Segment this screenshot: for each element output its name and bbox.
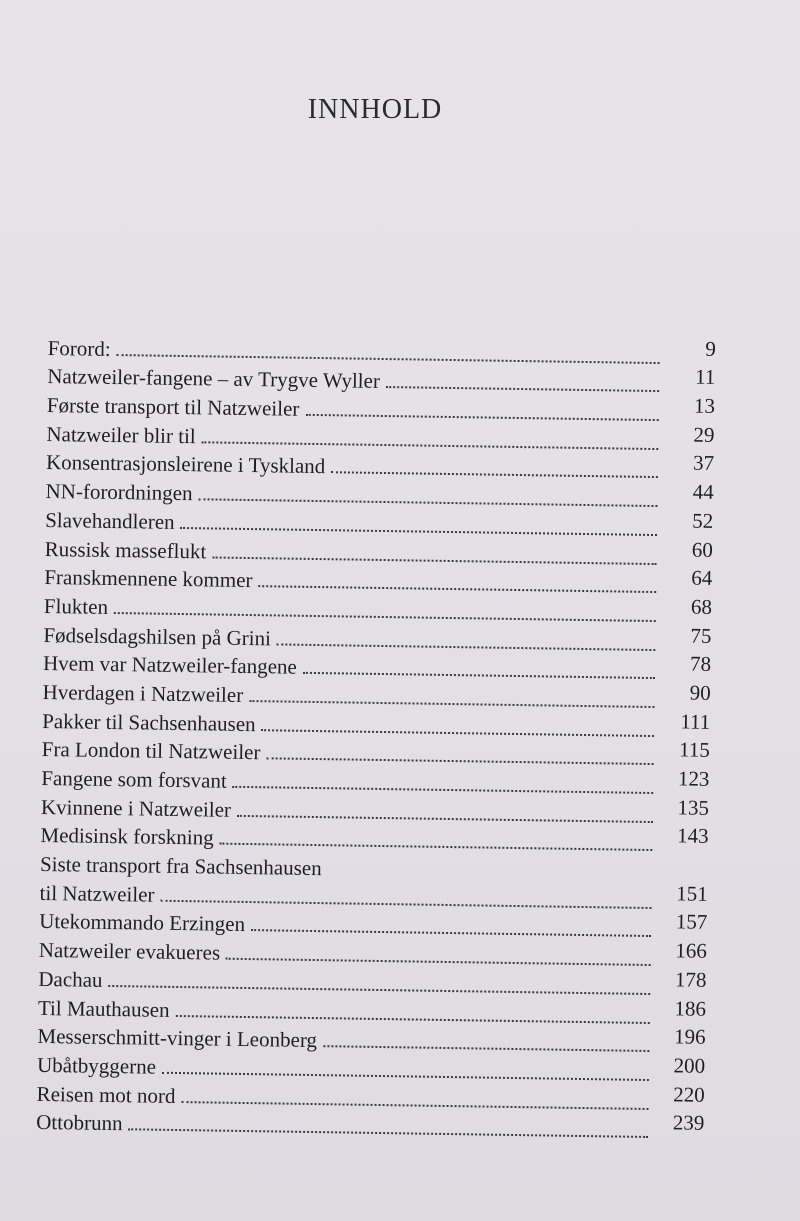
toc-entry-page-number: 13	[693, 393, 716, 418]
toc-entry-page-number: 60	[691, 537, 713, 562]
toc-entry-title: Ubåtbyggerne	[36, 1052, 157, 1079]
toc-entry-title-continued: til Natzweiler	[39, 880, 155, 907]
toc-entry-page-number: 178	[674, 967, 707, 992]
toc-entry-page-number: 64	[691, 565, 713, 591]
toc-entry-page-number: 75	[690, 623, 712, 648]
toc-entry-title: Kvinnene i Natzweiler	[40, 794, 232, 822]
toc-entry-title: Konsentrasjonsleirene i Tyskland	[45, 450, 326, 479]
toc-entry-page-number: 78	[689, 651, 712, 677]
toc-entry-page-number: 151	[676, 881, 708, 906]
toc-entry-page-number: 143	[676, 823, 709, 849]
toc-entry-page-number: 68	[690, 594, 713, 619]
dot-leader	[128, 1129, 648, 1139]
toc-entry-title: Fangene som forsvant	[41, 765, 227, 793]
toc-entry-page-number: 200	[673, 1053, 706, 1078]
toc-entry-page-number: 135	[677, 795, 710, 820]
toc-entry-title: Hverdagen i Natzweiler	[42, 679, 244, 707]
toc-entry-page-number: 166	[675, 938, 708, 963]
toc-entry-page-number: 115	[678, 737, 711, 763]
dot-leader	[386, 386, 659, 392]
toc-entry-page-number: 29	[693, 422, 715, 447]
toc-entry-page-number: 157	[675, 909, 708, 935]
toc-entry-title: Franskmennene kommer	[44, 565, 253, 593]
toc-entry-title: Fra London til Natzweiler	[41, 737, 261, 765]
toc-entry-page-number: 220	[673, 1081, 705, 1107]
toc-entry-title: Natzweiler-fangene – av Trygve Wyller	[47, 364, 381, 394]
toc-entry-title: Forord:	[47, 335, 111, 361]
toc-entry-page-number: 11	[694, 364, 716, 390]
table-of-contents	[36, 330, 716, 1143]
toc-entry-page-number: 239	[672, 1110, 705, 1136]
toc-entry-page-number: 186	[674, 995, 707, 1021]
toc-entry-page-number: 123	[677, 766, 710, 791]
toc-entry-title: Slavehandleren	[45, 507, 175, 534]
toc-entry-page-number: 90	[689, 680, 711, 705]
toc-entry-title: Medisinsk forskning	[40, 823, 214, 850]
toc-entry-title: Natzweiler evakueres	[38, 938, 221, 965]
page-title: INNHOLD	[307, 94, 443, 125]
toc-entry-title: Ottobrunn	[36, 1110, 123, 1136]
toc-entry-title: NN-forordningen	[45, 479, 193, 506]
toc-entry-title: Hvem var Natzweiler-fangene	[42, 651, 297, 679]
toc-entry-title: Natzweiler blir til	[46, 421, 196, 448]
toc-entry-title: Til Mauthausen	[37, 995, 170, 1022]
toc-entry-page-number: 9	[705, 336, 716, 361]
toc-entry-title: Første transport til Natzweiler	[46, 393, 300, 421]
toc-entry-title: Dachau	[38, 966, 103, 992]
toc-entry-title: Flukten	[43, 593, 109, 619]
toc-entry-page-number: 44	[692, 479, 714, 505]
toc-entry-title: Utekommando Erzingen	[39, 909, 246, 937]
toc-entry-title: Russisk masseflukt	[44, 536, 207, 563]
toc-entry-title: Reisen mot nord	[36, 1081, 176, 1108]
toc-entry-page-number: 196	[673, 1024, 706, 1050]
toc-entry-title: Fødselsdagshilsen på Grini	[43, 622, 272, 650]
toc-entry-title: Messerschmitt-vinger i Leonberg	[37, 1024, 318, 1053]
toc-entry-title: Siste transport fra Sachsenhausen	[39, 852, 322, 881]
toc-entry-page-number: 37	[692, 451, 715, 476]
toc-entry-page-number: 52	[692, 508, 714, 533]
toc-entry-page-number: 111	[680, 709, 711, 734]
toc-entry-title: Pakker til Sachsenhausen	[42, 708, 256, 736]
